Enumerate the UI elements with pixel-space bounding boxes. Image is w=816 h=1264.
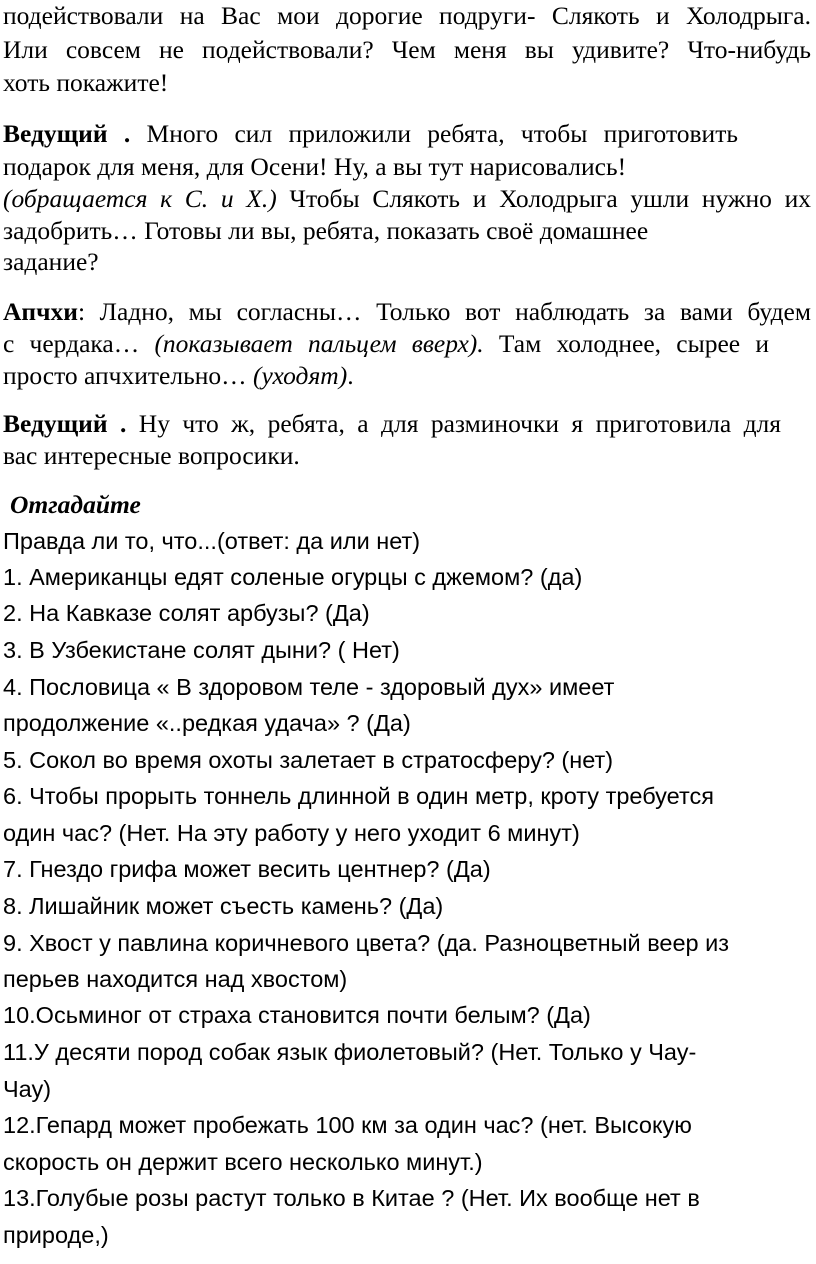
quiz-line: один час? (Нет. На эту работу у него уходит 6 минут) — [3, 820, 580, 846]
paragraph-2-line-5 — [3, 246, 99, 278]
paragraph-2-line-3 — [3, 183, 811, 215]
speaker-name: Апчхи — [3, 297, 78, 326]
paragraph-text: вас интересные вопросики. — [3, 441, 300, 470]
paragraph-text: задание? — [3, 247, 99, 276]
quiz-line: 4. Пословица « В здоровом теле - здоровый дух» имеет — [3, 674, 615, 700]
paragraph-text: Или совсем не подействовали? Чем меня вы удивите? Что-нибудь — [3, 35, 811, 64]
paragraph-3-line-1 — [3, 296, 811, 328]
paragraph-text: Ну что ж, ребята, а для разминочки я приготовила для — [126, 409, 781, 438]
paragraph-text: подействовали на Вас мои дорогие подруги- Слякоть и Холодрыга. — [3, 1, 811, 30]
quiz-line: 10.Осьминог от страха становится почти белым? (Да) — [3, 1002, 591, 1028]
paragraph-text: : Ладно, мы согласны… Только вот наблюдать за вами будем — [77, 297, 811, 326]
quiz-line: скорость он держит всего несколько минут.) — [3, 1149, 483, 1175]
quiz-line: 12.Гепард может пробежать 100 км за один час? (нет. Высокую — [3, 1112, 692, 1138]
paragraph-1-line-2 — [3, 34, 811, 66]
paragraph-2-line-1 — [3, 118, 738, 150]
quiz-line: 5. Сокол во время охоты залетает в стратосферу? (нет) — [3, 747, 614, 773]
speaker-name: Ведущий . — [3, 119, 131, 148]
quiz-intro: Правда ли то, что...(ответ: да или нет) — [3, 528, 421, 554]
quiz-line: продолжение «..редкая удача» ? (Да) — [3, 710, 411, 736]
paragraph-4-line-1 — [3, 408, 781, 440]
quiz-line: Чау) — [3, 1076, 52, 1102]
paragraph-text: хоть покажите! — [3, 68, 169, 97]
paragraph-2-line-2 — [3, 151, 626, 183]
paragraph-1-line-1 — [3, 0, 811, 32]
stage-direction: (обращается к С. и Х.) — [3, 184, 277, 213]
paragraph-text: подарок для меня, для Осени! Ну, а вы тут нарисовались! — [3, 152, 627, 181]
quiz-line: природе,) — [3, 1222, 109, 1248]
quiz-heading: Отгадайте — [10, 490, 141, 519]
quiz-line: 2. На Кавказе солят арбузы? (Да) — [3, 600, 370, 626]
paragraph-text: просто апчхительно… — [3, 361, 253, 390]
quiz-line: 8. Лишайник может съесть камень? (Да) — [3, 893, 444, 919]
paragraph-text: Там холоднее, сырее и — [483, 329, 769, 358]
stage-direction: (уходят) — [252, 361, 348, 390]
paragraph-text: . — [347, 361, 354, 390]
paragraph-text: Чтобы Слякоть и Холодрыга ушли нужно их — [276, 184, 811, 213]
paragraph-2-line-4 — [3, 215, 648, 247]
quiz-line: 1. Американцы едят соленые огурцы с джемом? (да) — [3, 564, 583, 590]
quiz-line: перьев находится над хвостом) — [3, 966, 348, 992]
quiz-line: 7. Гнездо грифа может весить центнер? (Да) — [3, 856, 491, 882]
speaker-name: Ведущий . — [3, 409, 127, 438]
paragraph-text: с чердака… — [3, 329, 155, 358]
quiz-line: 9. Хвост у павлина коричневого цвета? (да. Разноцветный веер из — [3, 930, 730, 956]
paragraph-3-line-3 — [3, 360, 354, 392]
quiz-line: 11.У десяти пород собак язык фиолетовый? (Нет. Только у Чау- — [3, 1039, 697, 1065]
quiz-line: 6. Чтобы прорыть тоннель длинной в один метр, кроту требуется — [3, 783, 714, 809]
paragraph-3-line-2 — [3, 328, 769, 360]
paragraph-text: задобрить… Готовы ли вы, ребята, показать своё домашнее — [3, 216, 649, 245]
quiz-line: 13.Голубые розы растут только в Китае ? (Нет. Их вообще нет в — [3, 1185, 700, 1211]
paragraph-4-line-2 — [3, 440, 300, 472]
paragraph-1-line-3 — [3, 67, 168, 99]
stage-direction: (показывает пальцем вверх). — [154, 329, 484, 358]
paragraph-text: Много сил приложили ребята, чтобы приготовить — [130, 119, 738, 148]
quiz-line: 3. В Узбекистане солят дыни? ( Нет) — [3, 637, 400, 663]
